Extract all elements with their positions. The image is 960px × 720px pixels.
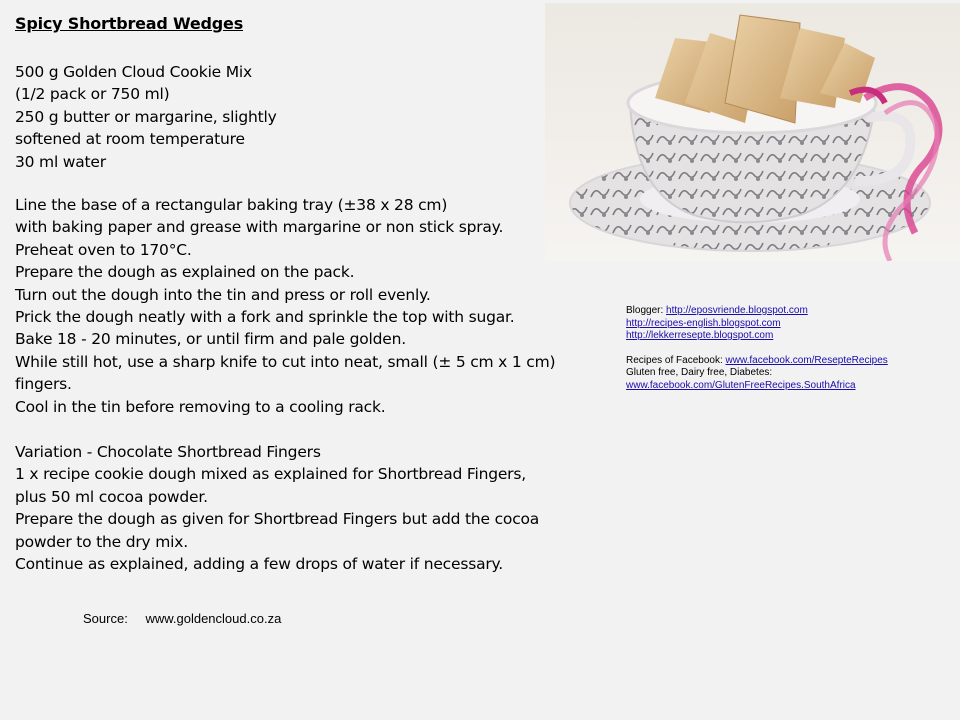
facebook-recipes-link[interactable]: www.facebook.com/ResepteRecipes [725, 354, 888, 366]
source-credit [83, 611, 281, 626]
variation-line: 1 x recipe cookie dough mixed as explained for Shortbread Fingers, [15, 465, 526, 484]
recipe-title: Spicy Shortbread Wedges [15, 14, 244, 33]
gluten-free-label: Gluten free, Dairy free, Diabetes: [626, 367, 773, 379]
method-line: Prick the dough neatly with a fork and sprinkle the top with sugar. [15, 308, 515, 327]
source-label: Source: [83, 611, 128, 626]
blogger-label: Blogger: [626, 305, 664, 316]
facebook-label: Recipes of Facebook: [626, 354, 723, 366]
shortbread-teacup-photo [545, 3, 960, 261]
teacup-illustration [545, 3, 960, 261]
ingredient-line: 500 g Golden Cloud Cookie Mix [15, 63, 252, 81]
method-line: While still hot, use a sharp knife to cut into neat, small (± 5 cm x 1 cm) [15, 352, 556, 371]
method-line: Cool in the tin before removing to a cooling rack. [15, 397, 386, 416]
blogger-link-lekkerresepte[interactable]: http://lekkerresepte.blogspot.com [626, 330, 774, 342]
blogger-link-eposvriende[interactable]: http://eposvriende.blogspot.com [666, 305, 808, 316]
method-line: Turn out the dough into the tin and press or roll evenly. [15, 285, 431, 304]
variation-line: Continue as explained, adding a few drops of water if necessary. [15, 555, 504, 574]
blogger-link-recipes-english[interactable]: http://recipes-english.blogspot.com [626, 317, 781, 329]
method-line: Line the base of a rectangular baking tray (±38 x 28 cm) [15, 196, 448, 214]
method-steps [15, 194, 555, 418]
method-line: Preheat oven to 170°C. [15, 240, 192, 259]
ingredient-line: (1/2 pack or 750 ml) [15, 85, 170, 104]
variation-line: plus 50 ml cocoa powder. [15, 487, 208, 506]
ingredient-line: softened at room temperature [15, 130, 245, 149]
variation-line: Prepare the dough as given for Shortbread Fingers but add the cocoa [15, 510, 540, 529]
gluten-free-facebook-link[interactable]: www.facebook.com/GlutenFreeRecipes.SouthAfrica [626, 379, 856, 391]
variation-heading: Variation - Chocolate Shortbread Fingers [15, 443, 321, 461]
ingredient-line: 30 ml water [15, 152, 106, 171]
source-url: www.goldencloud.co.za [145, 611, 282, 626]
variation-line: powder to the dry mix. [15, 532, 188, 551]
ingredient-line: 250 g butter or margarine, slightly [15, 107, 277, 126]
ingredients-list [15, 61, 277, 173]
method-line: Bake 18 - 20 minutes, or until firm and pale golden. [15, 330, 406, 349]
blogger-row [626, 305, 888, 318]
method-line: fingers. [15, 375, 72, 394]
method-line: with baking paper and grease with margarine or non stick spray. [15, 218, 504, 237]
blog-links [626, 305, 888, 393]
facebook-row [626, 355, 888, 368]
method-line: Prepare the dough as explained on the pack. [15, 263, 355, 282]
variation-section [15, 441, 539, 575]
